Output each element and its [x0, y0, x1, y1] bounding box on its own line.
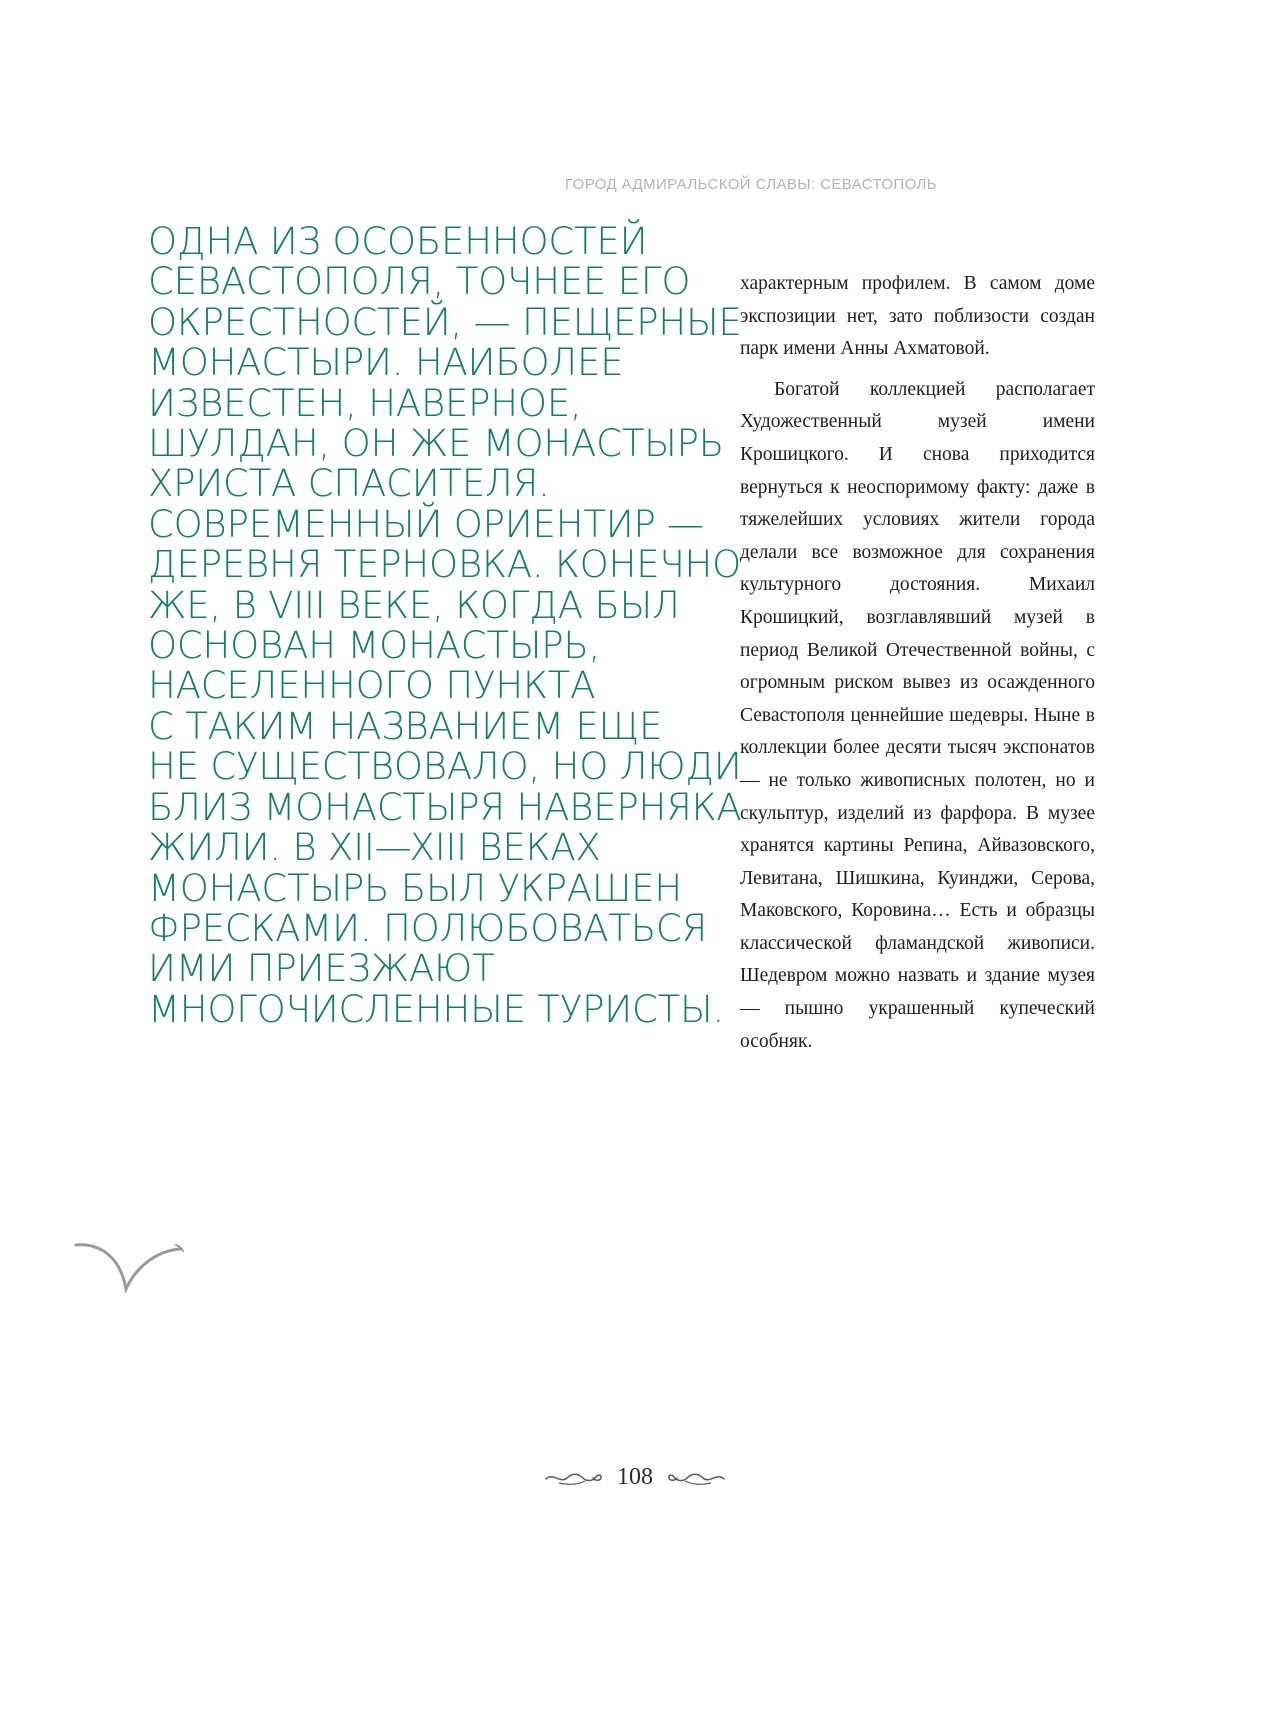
lead-quote	[148, 220, 742, 1031]
flourish-right-icon	[667, 1469, 725, 1487]
lead-line: БЛИЗ МОНАСТЫРЯ НАВЕРНЯКА	[148, 785, 742, 829]
body-paragraph-2: Богатой коллекцией располагает Художественный музей имени Крошицкого. И снова приходится вернуться к неоспоримому факту: даже в тяжелейших условиях жители города делали все возможное для сохранения культурного достояния. Михаил Крошицкий, возглавлявший музей в период Великой Отечественной войны, с огромным риском вывез из осажденного Севастополя ценнейшие шедевры. Ныне в коллекции более десяти тысяч экспонатов — не только живописных полотен, но и скульптур, изделий из фарфора. В музее хранятся картины Репина, Айвазовского, Левитана, Шишкина, Куинджи, Серова, Маковского, Коровина… Есть и образцы классической фламандской живописи. Шедевром можно назвать и здание музея — пышно украшенный купеческий особняк.	[740, 378, 1095, 1052]
lead-line: ЖЕ, В VIII ВЕКЕ, КОГДА БЫЛ	[148, 583, 680, 627]
body-paragraph-1: характерным профилем. В самом доме экспозиции нет, зато поблизости создан парк имени Анны Ахматовой.	[740, 273, 1095, 360]
lead-line: ЖИЛИ. В XII—XIII ВЕКАХ	[148, 826, 601, 870]
lead-line: ИМИ ПРИЕЗЖАЮТ	[148, 947, 495, 991]
flourish-left-icon	[545, 1469, 603, 1487]
body-column	[740, 268, 1095, 1058]
lead-line: НАСЕЛЕННОГО ПУНКТА	[148, 664, 596, 708]
lead-line: МНОГОЧИСЛЕННЫЕ ТУРИСТЫ.	[148, 987, 725, 1031]
lead-line: С ТАКИМ НАЗВАНИЕМ ЕЩЕ	[148, 704, 663, 748]
lead-line: ОКРЕСТНОСТЕЙ, — ПЕЩЕРНЫЕ	[148, 300, 742, 344]
lead-line: ДЕРЕВНЯ ТЕРНОВКА. КОНЕЧНО	[148, 543, 742, 587]
lead-line: НЕ СУЩЕСТВОВАЛО, НО ЛЮДИ	[148, 745, 742, 789]
lead-line: ШУЛДАН, ОН ЖЕ МОНАСТЫРЬ	[148, 422, 724, 466]
lead-line: ХРИСТА СПАСИТЕЛЯ.	[148, 462, 550, 506]
lead-line: ФРЕСКАМИ. ПОЛЮБОВАТЬСЯ	[148, 906, 708, 950]
lead-line: МОНАСТЫРИ. НАИБОЛЕЕ	[148, 341, 624, 385]
lead-line: СЕВАСТОПОЛЯ, ТОЧНЕЕ ЕГО	[148, 260, 691, 304]
lead-line: СОВРЕМЕННЫЙ ОРИЕНТИР —	[148, 502, 704, 546]
running-head: ГОРОД АДМИРАЛЬСКОЙ СЛАВЫ: СЕВАСТОПОЛЬ	[564, 176, 937, 193]
page-number: 108	[617, 1464, 653, 1490]
lead-line: ИЗВЕСТЕН, НАВЕРНОЕ,	[148, 381, 582, 425]
page-footer	[0, 1464, 1270, 1491]
lead-line: МОНАСТЫРЬ БЫЛ УКРАШЕН	[148, 866, 682, 910]
bird-swoosh-icon	[74, 1237, 186, 1295]
lead-line: ОСНОВАН МОНАСТЫРЬ,	[148, 624, 601, 668]
lead-line: ОДНА ИЗ ОСОБЕННОСТЕЙ	[148, 220, 648, 263]
